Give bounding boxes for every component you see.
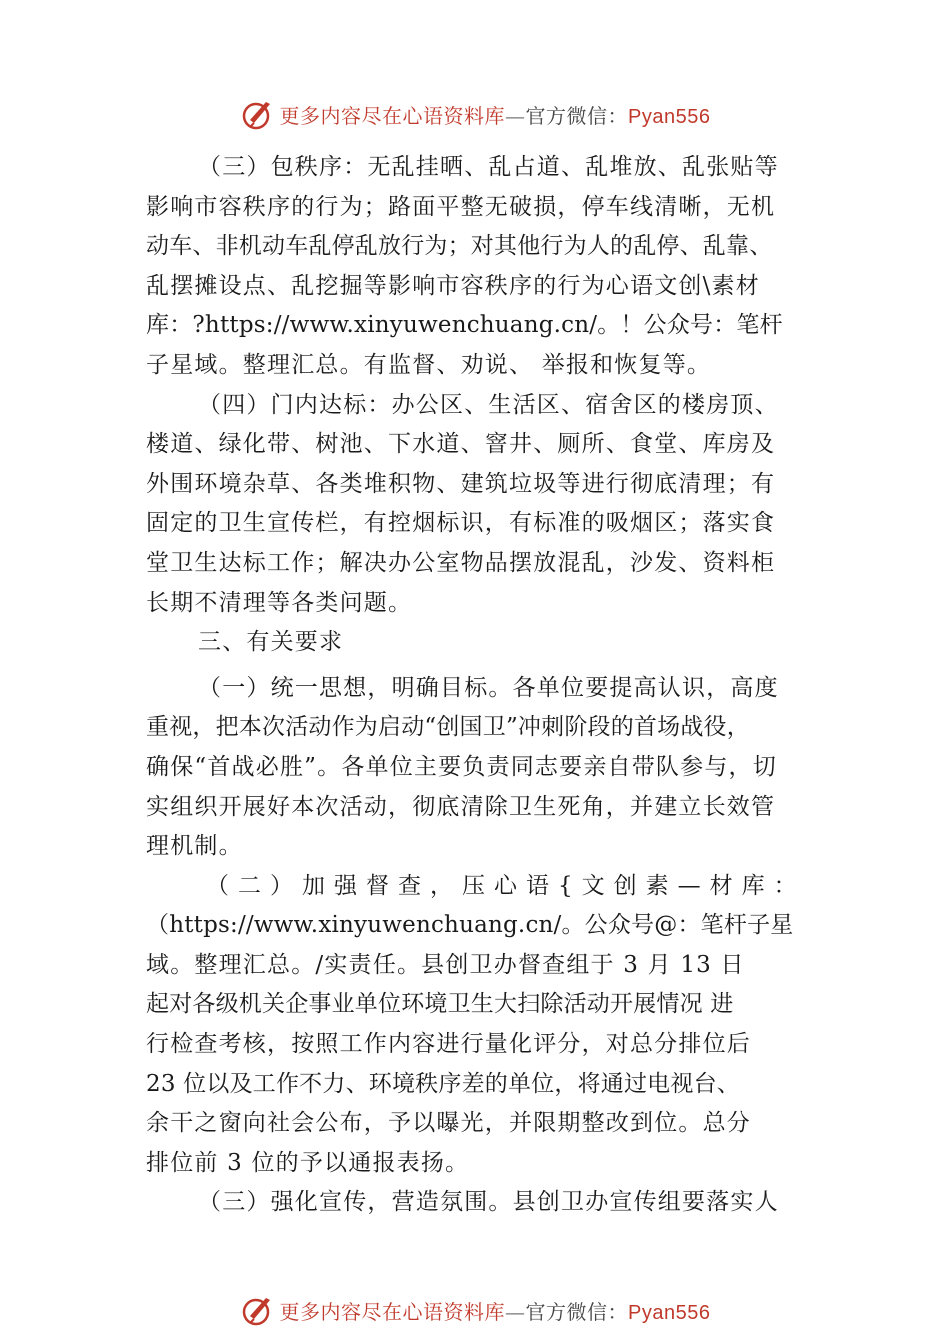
header-banner: [0, 94, 950, 134]
text-line: 余干之窗向社会公布，予以曝光，并限期整改到位。总分: [146, 1110, 751, 1137]
section-heading: 三、有关要求: [198, 629, 344, 656]
text-line: （一）统一思想，明确目标。各单位要提高认识，高度: [198, 674, 779, 701]
document-body: [146, 148, 808, 1223]
text-line: 理机制。: [146, 833, 243, 860]
text-line: 动车、非机动车乱停乱放行为；对其他行为人的乱停、乱靠、: [146, 233, 773, 260]
text-line: 固定的卫生宣传栏，有控烟标识，有标准的吸烟区；落实食: [146, 510, 776, 537]
text-line: 乱摆摊设点、乱挖掘等影响市容秩序的行为心语文创\素材: [146, 272, 760, 299]
text-line: 重视，把本次活动作为启动“创国卫”冲刺阶段的首场战役，: [146, 714, 750, 741]
text-line: （https://www.xinyuwenchuang.cn/。公众号@：笔杆子星: [146, 912, 794, 939]
text-line: 长期不清理等各类问题。: [146, 589, 413, 616]
quill-logo-icon: [240, 96, 276, 132]
header-watermark-text: 更多内容尽在心语资料库—官方微信：Pyan556: [279, 103, 711, 128]
text-line: 楼道、绿化带、树池、下水道、窨井、厕所、食堂、库房及: [146, 431, 776, 458]
text-line: 外围环境杂草、各类堆积物、建筑垃圾等进行彻底清理；有: [146, 470, 776, 497]
text-line: 确保“首战必胜”。各单位主要负责同志要亲自带队参与，切: [146, 753, 777, 780]
text-line: 堂卫生达标工作；解决办公室物品摆放混乱，沙发、资料柜: [146, 549, 776, 576]
text-line: （三）包秩序：无乱挂晒、乱占道、乱堆放、乱张贴等: [198, 154, 779, 180]
footer-watermark-text: 更多内容尽在心语资料库—官方微信：Pyan556: [279, 1299, 711, 1324]
text-line: 排位前 3 位的予以通报表扬。: [146, 1149, 470, 1176]
text-line: 库：?https://www.xinyuwenchuang.cn/。！公众号：笔杆: [146, 312, 783, 339]
quill-logo-icon: [240, 1292, 276, 1328]
text-line: （二）加强督查，压心语{文创素—材库：: [206, 872, 806, 899]
text-line: 实组织开展好本次活动，彻底清除卫生死角，并建立长效管: [146, 793, 776, 820]
text-line: 行检查考核，按照工作内容进行量化评分，对总分排位后: [146, 1031, 751, 1058]
footer-banner: [0, 1290, 950, 1330]
text-line: （三）强化宣传，营造氛围。县创卫办宣传组要落实人: [198, 1189, 779, 1216]
text-line: 起对各级机关企事业单位环境卫生大扫除活动开展情况 进: [146, 991, 734, 1018]
text-line: 影响市容秩序的行为；路面平整无破损，停车线清晰，无机: [146, 193, 776, 220]
text-line: 23 位以及工作不力、环境秩序差的单位，将通过电视台、: [146, 1070, 740, 1097]
text-line: 子星域。整理汇总。有监督、劝说、 举报和恢复等。: [146, 351, 712, 378]
text-line: 域。整理汇总。/实责任。县创卫办督查组于 3 月 13 日: [146, 951, 745, 978]
text-line: （四）门内达标：办公区、生活区、宿舍区的楼房顶、: [198, 391, 779, 418]
